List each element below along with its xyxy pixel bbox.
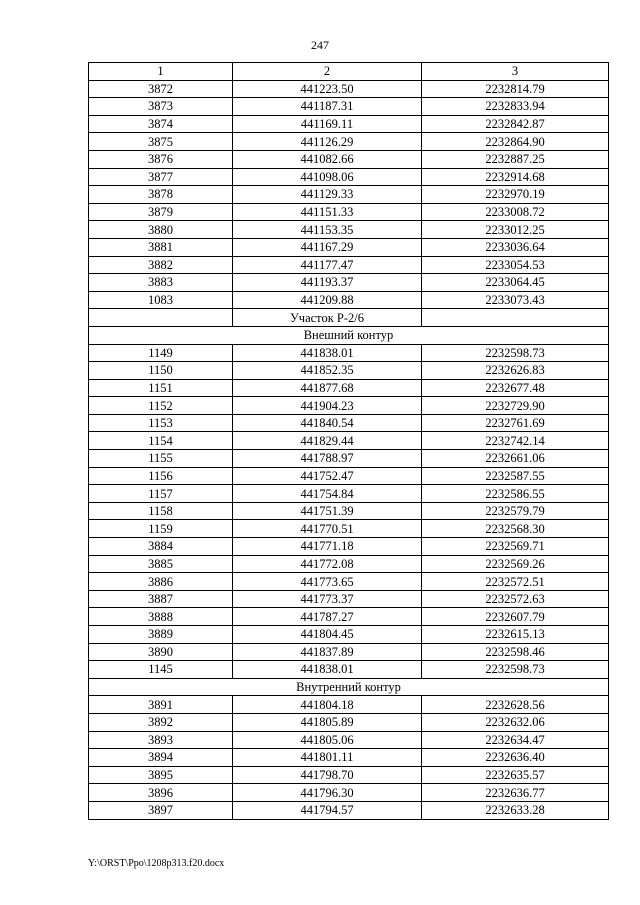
point-number-cell: 3888 xyxy=(89,608,233,626)
y-coordinate-cell: 2232598.46 xyxy=(422,643,609,661)
x-coordinate-cell: 441805.89 xyxy=(233,713,422,731)
column-header: 2 xyxy=(233,63,422,81)
y-coordinate-cell: 2232970.19 xyxy=(422,186,609,204)
x-coordinate-cell: 441209.88 xyxy=(233,291,422,309)
y-coordinate-cell: 2232572.63 xyxy=(422,590,609,608)
table-row xyxy=(89,238,609,256)
y-coordinate-cell: 2232833.94 xyxy=(422,98,609,116)
table-row xyxy=(89,502,609,520)
table-row xyxy=(89,766,609,784)
point-number-cell: 3878 xyxy=(89,186,233,204)
x-coordinate-cell: 441877.68 xyxy=(233,379,422,397)
table-row xyxy=(89,749,609,767)
point-number-cell: 1083 xyxy=(89,291,233,309)
table-row xyxy=(89,414,609,432)
table-row xyxy=(89,450,609,468)
y-coordinate-cell: 2232587.55 xyxy=(422,467,609,485)
x-coordinate-cell: 441187.31 xyxy=(233,98,422,116)
point-number-cell: 3897 xyxy=(89,801,233,819)
x-coordinate-cell: 441829.44 xyxy=(233,432,422,450)
x-coordinate-cell: 441773.37 xyxy=(233,590,422,608)
x-coordinate-cell: 441169.11 xyxy=(233,115,422,133)
table-row xyxy=(89,713,609,731)
x-coordinate-cell: 441805.06 xyxy=(233,731,422,749)
table-row xyxy=(89,80,609,98)
point-number-cell: 3894 xyxy=(89,749,233,767)
point-number-cell: 1153 xyxy=(89,414,233,432)
page-number: 247 xyxy=(311,38,329,52)
table-row xyxy=(89,362,609,380)
table-row xyxy=(89,784,609,802)
point-number-cell: 3884 xyxy=(89,538,233,556)
y-coordinate-cell: 2232887.25 xyxy=(422,150,609,168)
x-coordinate-cell: 441126.29 xyxy=(233,133,422,151)
y-coordinate-cell: 2232586.55 xyxy=(422,485,609,503)
y-coordinate-cell: 2232661.06 xyxy=(422,450,609,468)
table-row xyxy=(89,485,609,503)
y-coordinate-cell: 2233012.25 xyxy=(422,221,609,239)
x-coordinate-cell: 441798.70 xyxy=(233,766,422,784)
table-row xyxy=(89,538,609,556)
y-coordinate-cell: 2232729.90 xyxy=(422,397,609,415)
point-number-cell: 3879 xyxy=(89,203,233,221)
y-coordinate-cell: 2232615.13 xyxy=(422,626,609,644)
point-number-cell: 3875 xyxy=(89,133,233,151)
x-coordinate-cell: 441153.35 xyxy=(233,221,422,239)
point-number-cell: 1157 xyxy=(89,485,233,503)
table-row xyxy=(89,608,609,626)
point-number-cell: 3887 xyxy=(89,590,233,608)
y-coordinate-cell: 2232626.83 xyxy=(422,362,609,380)
table-row xyxy=(89,133,609,151)
x-coordinate-cell: 441771.18 xyxy=(233,538,422,556)
x-coordinate-cell: 441838.01 xyxy=(233,661,422,679)
point-number-cell: 3890 xyxy=(89,643,233,661)
point-number-cell: 3886 xyxy=(89,573,233,591)
y-coordinate-cell: 2233064.45 xyxy=(422,274,609,292)
table-body xyxy=(89,80,609,819)
point-number-cell: 1150 xyxy=(89,362,233,380)
point-number-cell: 3893 xyxy=(89,731,233,749)
point-number-cell: 1155 xyxy=(89,450,233,468)
y-coordinate-cell: 2232633.28 xyxy=(422,801,609,819)
x-coordinate-cell: 441904.23 xyxy=(233,397,422,415)
table-row xyxy=(89,626,609,644)
x-coordinate-cell: 441838.01 xyxy=(233,344,422,362)
x-coordinate-cell: 441796.30 xyxy=(233,784,422,802)
y-coordinate-cell: 2232632.06 xyxy=(422,713,609,731)
point-number-cell: 3880 xyxy=(89,221,233,239)
y-coordinate-cell: 2232598.73 xyxy=(422,661,609,679)
table-row xyxy=(89,731,609,749)
x-coordinate-cell: 441788.97 xyxy=(233,450,422,468)
point-number-cell: 1154 xyxy=(89,432,233,450)
x-coordinate-cell: 441754.84 xyxy=(233,485,422,503)
table-row xyxy=(89,98,609,116)
table-row xyxy=(89,274,609,292)
table-row xyxy=(89,520,609,538)
y-coordinate-cell: 2233054.53 xyxy=(422,256,609,274)
table-row xyxy=(89,801,609,819)
x-coordinate-cell: 441804.18 xyxy=(233,696,422,714)
x-coordinate-cell: 441098.06 xyxy=(233,168,422,186)
point-number-cell: 3874 xyxy=(89,115,233,133)
point-number-cell: 1145 xyxy=(89,661,233,679)
x-coordinate-cell: 441837.89 xyxy=(233,643,422,661)
point-number-cell: 3872 xyxy=(89,80,233,98)
y-coordinate-cell: 2232677.48 xyxy=(422,379,609,397)
footer-file-path: Y:\ORST\Ppo\1208p313.f20.docx xyxy=(88,858,225,869)
y-coordinate-cell: 2232814.79 xyxy=(422,80,609,98)
point-number-cell xyxy=(89,309,233,327)
x-coordinate-cell: 441751.39 xyxy=(233,502,422,520)
point-number-cell: 3881 xyxy=(89,238,233,256)
y-coordinate-cell: 2232569.71 xyxy=(422,538,609,556)
y-coordinate-cell: 2232864.90 xyxy=(422,133,609,151)
x-coordinate-cell: 441772.08 xyxy=(233,555,422,573)
point-number-cell: 1149 xyxy=(89,344,233,362)
table-row xyxy=(89,379,609,397)
table-row xyxy=(89,397,609,415)
y-coordinate-cell: 2232568.30 xyxy=(422,520,609,538)
y-coordinate-cell: 2232579.79 xyxy=(422,502,609,520)
point-number-cell: 1159 xyxy=(89,520,233,538)
y-coordinate-cell: 2232636.77 xyxy=(422,784,609,802)
coordinates-table xyxy=(88,62,609,820)
point-number-cell: 3873 xyxy=(89,98,233,116)
y-coordinate-cell: 2232761.69 xyxy=(422,414,609,432)
table-row xyxy=(89,168,609,186)
table-row xyxy=(89,590,609,608)
x-coordinate-cell: 441787.27 xyxy=(233,608,422,626)
point-number-cell: 3896 xyxy=(89,784,233,802)
table-row xyxy=(89,555,609,573)
y-coordinate-cell: 2232742.14 xyxy=(422,432,609,450)
y-coordinate-cell: 2232572.51 xyxy=(422,573,609,591)
section-label-row xyxy=(89,309,609,327)
x-coordinate-cell: 441151.33 xyxy=(233,203,422,221)
y-coordinate-cell: 2232598.73 xyxy=(422,344,609,362)
section-title: Внутренний контур xyxy=(89,678,609,696)
section-header-row xyxy=(89,678,609,696)
x-coordinate-cell: 441773.65 xyxy=(233,573,422,591)
table-row xyxy=(89,467,609,485)
table-row xyxy=(89,256,609,274)
point-number-cell: 3876 xyxy=(89,150,233,168)
table-row xyxy=(89,432,609,450)
point-number-cell: 1152 xyxy=(89,397,233,415)
y-coordinate-cell: 2232607.79 xyxy=(422,608,609,626)
point-number-cell: 1151 xyxy=(89,379,233,397)
x-coordinate-cell: 441804.45 xyxy=(233,626,422,644)
table-row xyxy=(89,150,609,168)
y-coordinate-cell xyxy=(422,309,609,327)
column-header: 3 xyxy=(422,63,609,81)
point-number-cell: 3877 xyxy=(89,168,233,186)
point-number-cell: 3882 xyxy=(89,256,233,274)
y-coordinate-cell: 2232636.40 xyxy=(422,749,609,767)
table-row xyxy=(89,344,609,362)
point-number-cell: 1156 xyxy=(89,467,233,485)
point-number-cell: 3891 xyxy=(89,696,233,714)
x-coordinate-cell: Участок Р-2/6 xyxy=(233,309,422,327)
x-coordinate-cell: 441177.47 xyxy=(233,256,422,274)
section-header-row xyxy=(89,326,609,344)
y-coordinate-cell: 2232635.57 xyxy=(422,766,609,784)
y-coordinate-cell: 2233008.72 xyxy=(422,203,609,221)
y-coordinate-cell: 2233073.43 xyxy=(422,291,609,309)
table-header-row xyxy=(89,63,609,81)
table-row xyxy=(89,573,609,591)
column-header: 1 xyxy=(89,63,233,81)
x-coordinate-cell: 441167.29 xyxy=(233,238,422,256)
x-coordinate-cell: 441801.11 xyxy=(233,749,422,767)
table-row xyxy=(89,186,609,204)
y-coordinate-cell: 2232914.68 xyxy=(422,168,609,186)
y-coordinate-cell: 2232569.26 xyxy=(422,555,609,573)
y-coordinate-cell: 2232628.56 xyxy=(422,696,609,714)
point-number-cell: 3895 xyxy=(89,766,233,784)
table-row xyxy=(89,115,609,133)
x-coordinate-cell: 441193.37 xyxy=(233,274,422,292)
table-row xyxy=(89,221,609,239)
table-row xyxy=(89,643,609,661)
x-coordinate-cell: 441794.57 xyxy=(233,801,422,819)
section-title: Внешний контур xyxy=(89,326,609,344)
x-coordinate-cell: 441129.33 xyxy=(233,186,422,204)
x-coordinate-cell: 441082.66 xyxy=(233,150,422,168)
y-coordinate-cell: 2232634.47 xyxy=(422,731,609,749)
point-number-cell: 1158 xyxy=(89,502,233,520)
x-coordinate-cell: 441840.54 xyxy=(233,414,422,432)
x-coordinate-cell: 441223.50 xyxy=(233,80,422,98)
point-number-cell: 3892 xyxy=(89,713,233,731)
x-coordinate-cell: 441770.51 xyxy=(233,520,422,538)
table-row xyxy=(89,291,609,309)
point-number-cell: 3883 xyxy=(89,274,233,292)
point-number-cell: 3889 xyxy=(89,626,233,644)
point-number-cell: 3885 xyxy=(89,555,233,573)
x-coordinate-cell: 441752.47 xyxy=(233,467,422,485)
table-row xyxy=(89,696,609,714)
y-coordinate-cell: 2232842.87 xyxy=(422,115,609,133)
x-coordinate-cell: 441852.35 xyxy=(233,362,422,380)
table-row xyxy=(89,661,609,679)
y-coordinate-cell: 2233036.64 xyxy=(422,238,609,256)
table-row xyxy=(89,203,609,221)
